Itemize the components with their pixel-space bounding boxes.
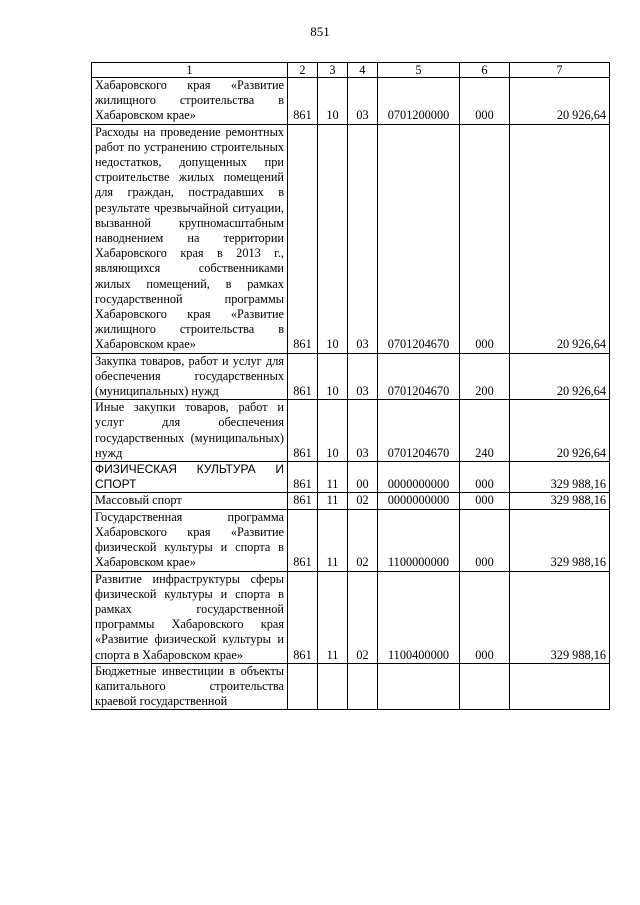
row-section-code: 10 [318,400,348,462]
row-subsection-code: 00 [348,462,378,493]
row-ministry-code: 861 [288,78,318,125]
header-cell-1: 1 [92,63,288,78]
row-name: Массовый спорт [92,493,288,509]
header-cell-6: 6 [460,63,510,78]
row-section-code [318,663,348,710]
budget-table [91,62,610,710]
row-ministry-code: 861 [288,353,318,400]
header-cell-7: 7 [510,63,610,78]
row-target-code: 0701204670 [378,124,460,353]
row-section-code: 11 [318,462,348,493]
row-ministry-code: 861 [288,400,318,462]
row-subsection-code: 02 [348,571,378,663]
row-name: Государственная программа Хабаровского края «Развитие физической культуры и спорта в Хабаровском крае» [92,509,288,571]
row-amount: 20 926,64 [510,400,610,462]
row-amount: 329 988,16 [510,462,610,493]
row-section-code: 11 [318,571,348,663]
page-number: 851 [310,24,330,39]
row-expense-type: 200 [460,353,510,400]
row-section-code: 10 [318,353,348,400]
row-amount: 329 988,16 [510,493,610,509]
table-row [92,663,610,710]
row-target-code [378,663,460,710]
row-expense-type: 000 [460,124,510,353]
row-amount: 329 988,16 [510,509,610,571]
row-subsection-code: 03 [348,400,378,462]
table-row [92,78,610,125]
row-amount: 20 926,64 [510,124,610,353]
row-target-code: 0000000000 [378,493,460,509]
row-expense-type: 000 [460,571,510,663]
row-expense-type: 000 [460,493,510,509]
row-section-code: 10 [318,78,348,125]
row-target-code: 0701204670 [378,353,460,400]
row-ministry-code: 861 [288,493,318,509]
row-target-code: 0000000000 [378,462,460,493]
header-cell-4: 4 [348,63,378,78]
row-amount: 20 926,64 [510,353,610,400]
row-amount [510,663,610,710]
row-ministry-code: 861 [288,509,318,571]
row-expense-type [460,663,510,710]
row-target-code: 1100400000 [378,571,460,663]
header-row [92,63,610,78]
row-target-code: 1100000000 [378,509,460,571]
row-name: Развитие инфраструктуры сферы физической культуры и спорта в рамках государственной программы Хабаровского края «Развитие физической культуры и спорта в Хабаровском крае» [92,571,288,663]
row-section-code: 11 [318,493,348,509]
row-ministry-code [288,663,318,710]
row-ministry-code: 861 [288,124,318,353]
row-subsection-code [348,663,378,710]
row-name: Бюджетные инвестиции в объекты капитального строительства краевой государственной [92,663,288,710]
header-cell-2: 2 [288,63,318,78]
row-subsection-code: 03 [348,78,378,125]
row-name: ФИЗИЧЕСКАЯ КУЛЬТУРА И СПОРТ [92,462,288,493]
table-row [92,124,610,353]
row-section-code: 11 [318,509,348,571]
row-expense-type: 000 [460,462,510,493]
header-cell-5: 5 [378,63,460,78]
table-row [92,353,610,400]
row-ministry-code: 861 [288,571,318,663]
row-expense-type: 000 [460,509,510,571]
row-ministry-code: 861 [288,462,318,493]
table-row [92,400,610,462]
row-expense-type: 240 [460,400,510,462]
row-amount: 20 926,64 [510,78,610,125]
table-row [92,493,610,509]
table-row [92,509,610,571]
row-subsection-code: 02 [348,493,378,509]
row-name: Хабаровского края «Развитие жилищного строительства в Хабаровском крае» [92,78,288,125]
row-expense-type: 000 [460,78,510,125]
row-target-code: 0701204670 [378,400,460,462]
header-cell-3: 3 [318,63,348,78]
row-name: Закупка товаров, работ и услуг для обеспечения государственных (муниципальных) нужд [92,353,288,400]
row-section-code: 10 [318,124,348,353]
row-subsection-code: 03 [348,124,378,353]
table-row [92,571,610,663]
row-amount: 329 988,16 [510,571,610,663]
row-subsection-code: 03 [348,353,378,400]
row-target-code: 0701200000 [378,78,460,125]
table-row [92,462,610,493]
row-name: Расходы на проведение ремонтных работ по устранению строительных недостатков, допущенных при строительстве жилых помещений для граждан, пострадавших в результате чрезвычайной ситуации, вызванной крупномасштабным наводнением на территории Хабаровского края в 2013 г., являющихся собственниками жилых помещений, в рамках государственной программы Хабаровского края «Развитие жилищного строительства в Хабаровском крае» [92,124,288,353]
row-subsection-code: 02 [348,509,378,571]
row-name: Иные закупки товаров, работ и услуг для обеспечения государственных (муниципальных) нужд [92,400,288,462]
